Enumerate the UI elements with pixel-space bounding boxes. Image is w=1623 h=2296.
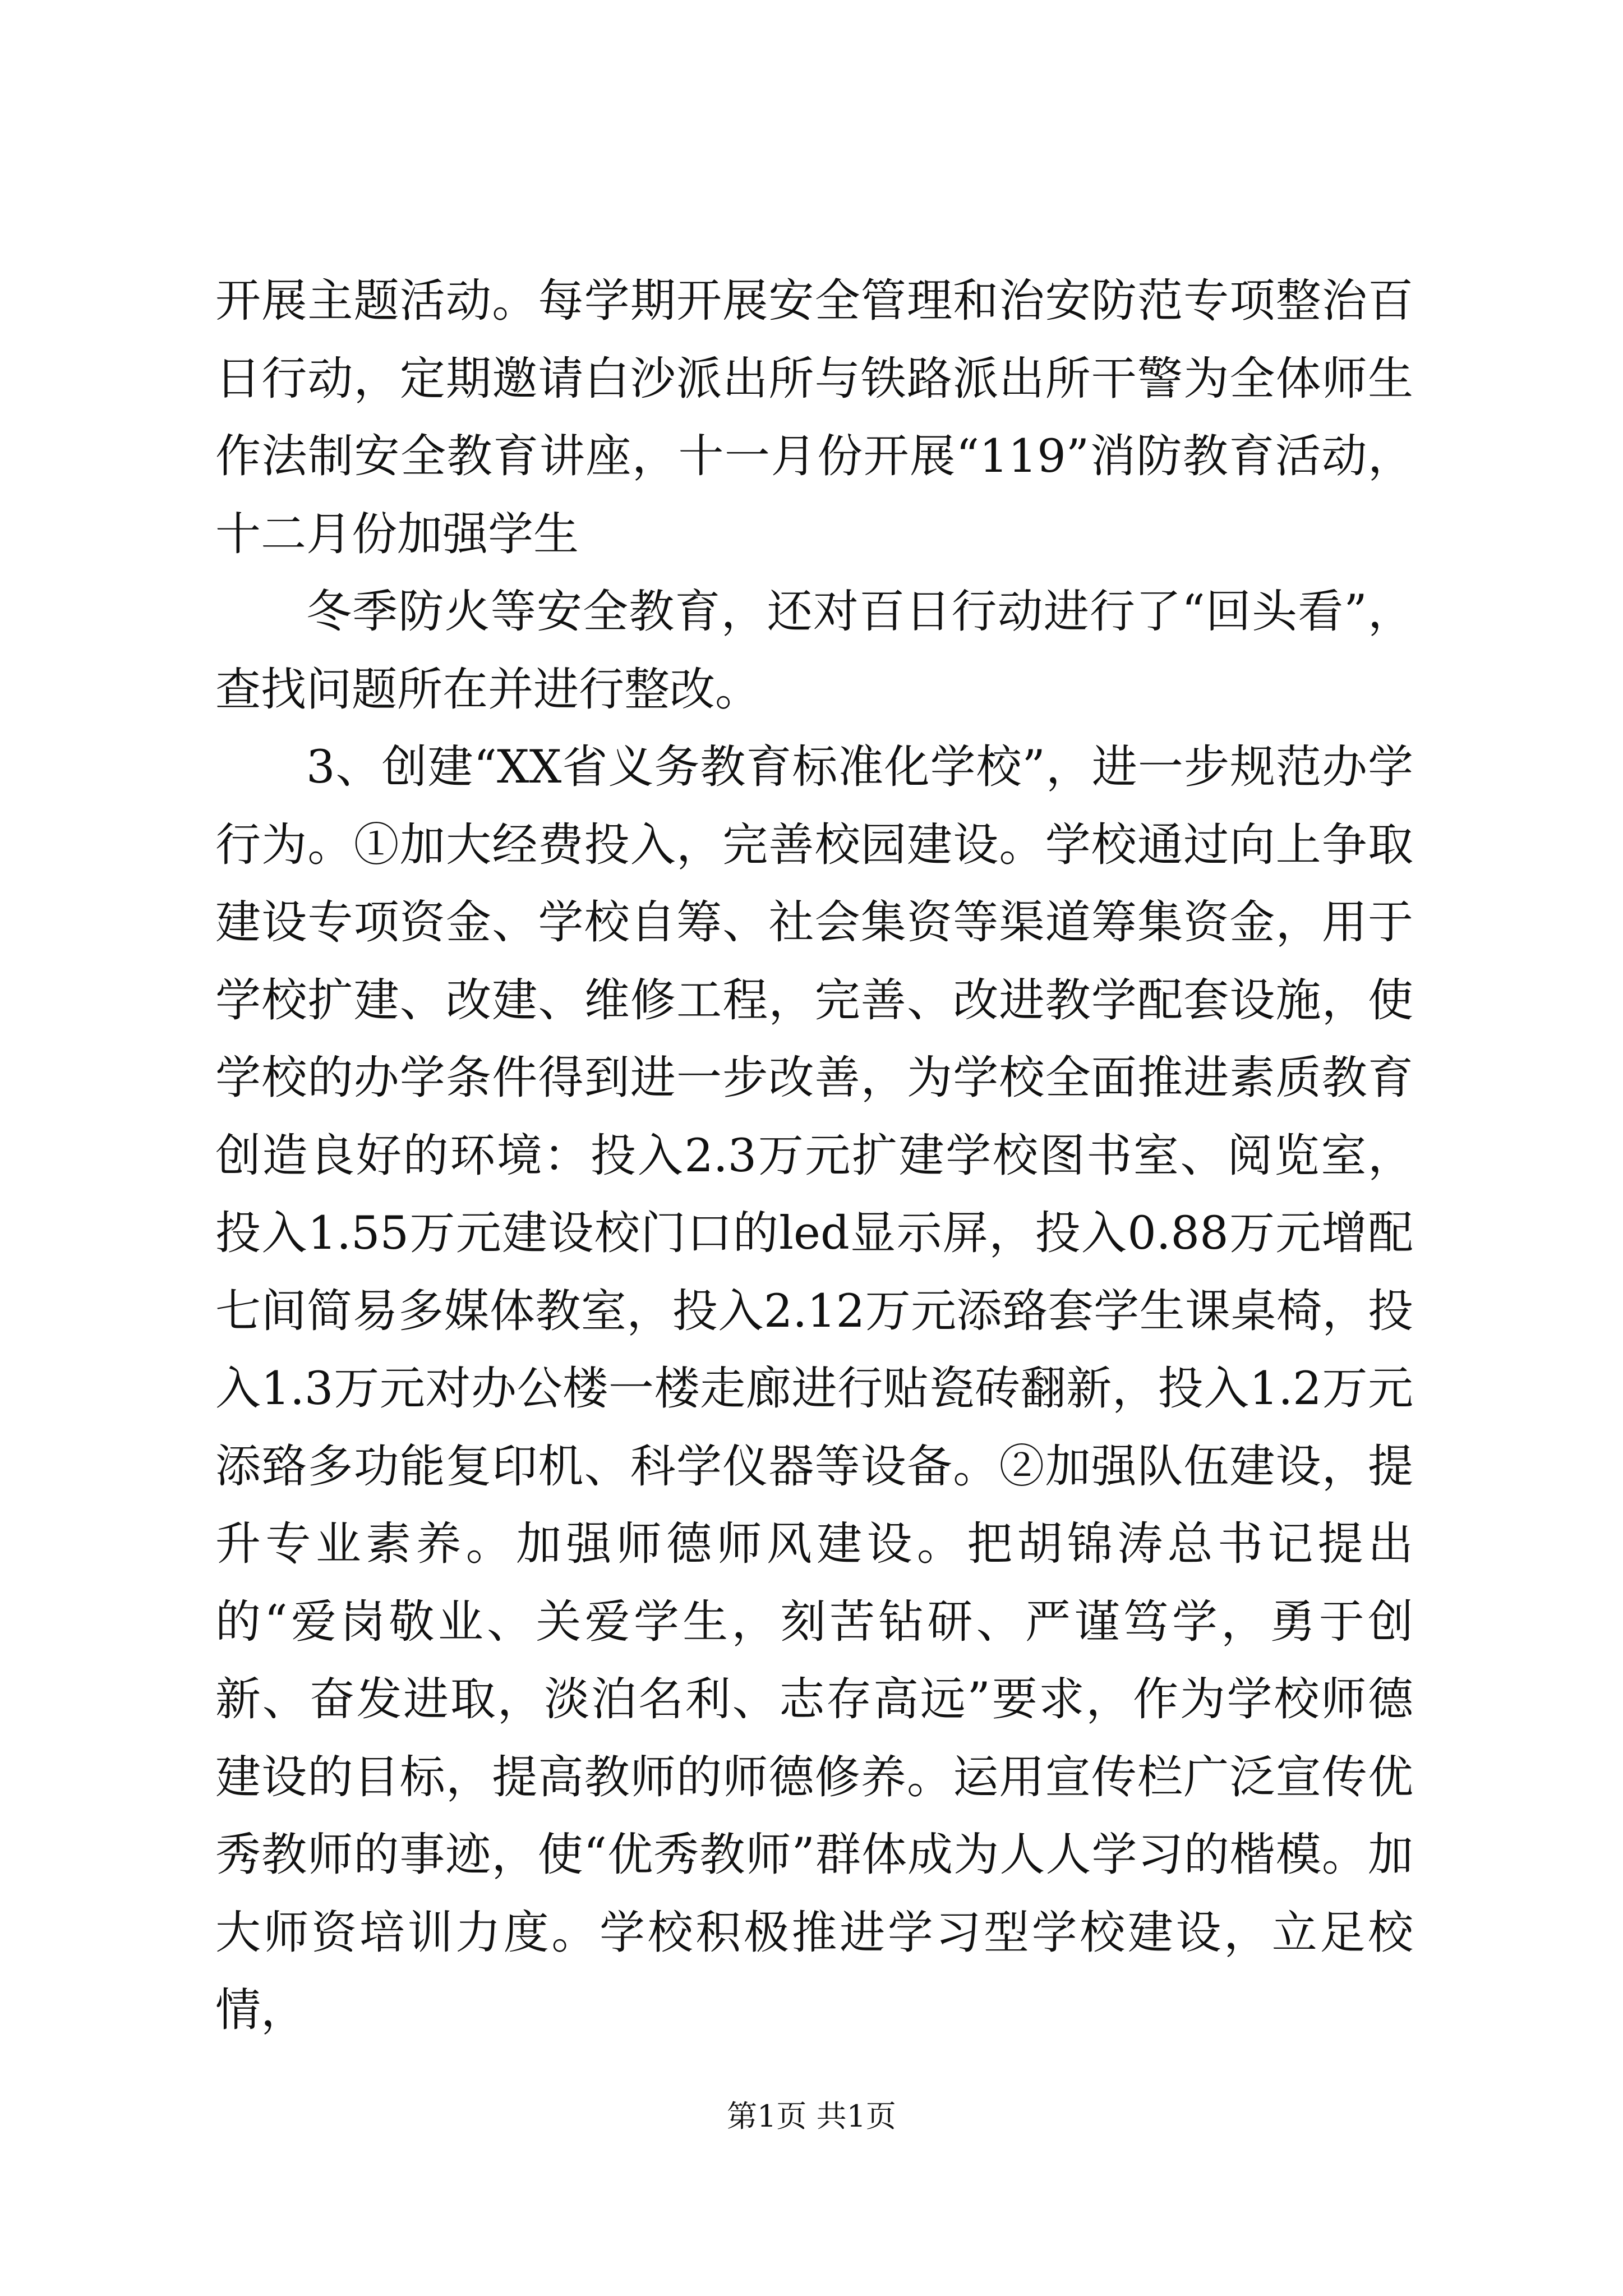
- paragraph-1: 开展主题活动。每学期开展安全管理和治安防范专项整治百日行动，定期邀请白沙派出所与铁路派出所干警为全体师生作法制安全教育讲座，十一月份开展“119”消防教育活动，十二月份加强学生: [215, 275, 1413, 561]
- paragraph-3: 3、创建“XX省义务教育标准化学校”，进一步规范办学行为。①加大经费投入，完善校园建设。学校通过向上争取建设专项资金、学校自筹、社会集资等渠道筹集资金，用于学校扩建、改建、维修工程，完善、改进教学配套设施，使学校的办学条件得到进一步改善，为学校全面推进素质教育创造良好的环境：投入2.3万元扩建学校图书室、阅览室，投入1.55万元建设校门口的led显示屏，投入0.88万元增配七间简易多媒体教室，投入2.12万元添臵套学生课桌椅，投入1.3万元对办公楼一楼走廊进行贴瓷砖翻新，投入1.2万元添臵多功能复印机、科学仪器等设备。②加强队伍建设，提升专业素养。加强师德师风建设。把胡锦涛总书记提出的“爱岗敬业、关爱学生，刻苦钻研、严谨笃学，勇于创新、奋发进取，淡泊名利、志存高远”要求，作为学校师德建设的目标，提高教师的师德修养。运用宣传栏广泛宣传优秀教师的事迹，使“优秀教师”群体成为人人学习的楷模。加大师资培训力度。学校积极推进学习型学校建设，立足校情，: [215, 741, 1413, 2037]
- paragraph-2: 冬季防火等安全教育，还对百日行动进行了“回头看”，查找问题所在并进行整改。: [215, 586, 1413, 716]
- page-footer: 第1页 共1页: [727, 2099, 896, 2134]
- document-body: [215, 263, 1413, 2050]
